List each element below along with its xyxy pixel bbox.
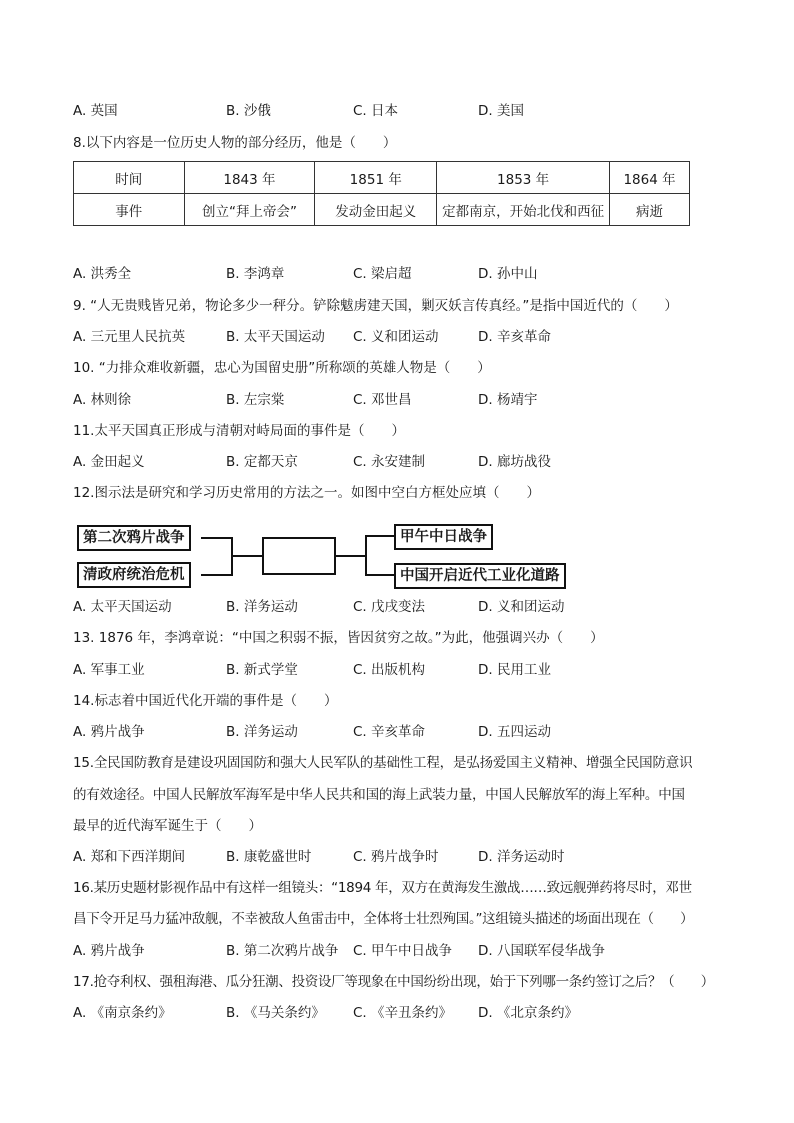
option-a: A. 《南京条约》 — [73, 1005, 172, 1021]
q12-stem: 12.图示法是研究和学习历史常用的方法之一。如图中空白方框处应填（ ） — [73, 485, 540, 501]
connector — [365, 574, 394, 576]
table-header-row — [74, 162, 690, 194]
q11-options — [73, 452, 723, 472]
q13-options — [73, 660, 723, 680]
connector — [365, 535, 394, 537]
table-cell: 创立“拜上帝会” — [184, 194, 315, 226]
option-b: B. 康乾盛世时 — [226, 849, 312, 865]
table-cell: 定都南京，开始北伐和西征 — [437, 194, 610, 226]
option-c: C. 出版机构 — [353, 662, 426, 678]
option-a: A. 三元里人民抗英 — [73, 329, 186, 345]
q10-options — [73, 390, 723, 410]
diagram-box-industrialization: 中国开启近代工业化道路 — [394, 563, 566, 589]
q14-options — [73, 722, 723, 742]
option-a: A. 林则徐 — [73, 392, 132, 408]
option-d: D. 义和团运动 — [478, 599, 565, 615]
option-b: B. 定都天京 — [226, 454, 298, 470]
option-c: C. 《辛丑条约》 — [353, 1005, 453, 1021]
q15-stem-line-3: 最早的近代海军诞生于（ ） — [73, 818, 262, 834]
connector — [201, 574, 233, 576]
option-c: C. 戊戌变法 — [353, 599, 426, 615]
q7-options — [73, 101, 723, 121]
option-a: A. 军事工业 — [73, 662, 145, 678]
option-c: C. 甲午中日战争 — [353, 943, 453, 959]
option-a: A. 鸦片战争 — [73, 724, 145, 740]
option-d: D. 民用工业 — [478, 662, 551, 678]
connector — [231, 555, 262, 557]
option-b: B. 新式学堂 — [226, 662, 298, 678]
q14-stem: 14.标志着中国近代化开端的事件是（ ） — [73, 693, 338, 709]
q11-stem: 11.太平天国真正形成与清朝对峙局面的事件是（ ） — [73, 423, 405, 439]
option-b: B. 洋务运动 — [226, 599, 298, 615]
option-c: C. 永安建制 — [353, 454, 426, 470]
option-a: A. 鸦片战争 — [73, 943, 145, 959]
connector — [334, 555, 366, 557]
q16-stem-line-2: 昌下令开足马力猛冲敌舰，不幸被敌人鱼雷击中，全体将士壮烈殉国。”这组镜头描述的场面出现在（ ） — [73, 911, 694, 927]
option-b: B. 左宗棠 — [226, 392, 285, 408]
q9-stem: 9. “人无贵贱皆兄弟，物论多少一秤分。铲除魃虏建天国，剿灭妖言传真经。”是指中国近代的（ ） — [73, 298, 678, 314]
option-b: B. 第二次鸦片战争 — [226, 943, 339, 959]
q15-stem-line-2: 的有效途径。中国人民解放军海军是中华人民共和国的海上武装力量，中国人民解放军的海上军种。中国 — [73, 787, 685, 803]
option-a: A. 金田起义 — [73, 454, 145, 470]
option-d: D. 八国联军侵华战争 — [478, 943, 605, 959]
option-d: D. 洋务运动时 — [478, 849, 565, 865]
table-cell: 1864 年 — [610, 162, 690, 194]
option-a: A. 郑和下西洋期间 — [73, 849, 186, 865]
option-d: D. 孙中山 — [478, 266, 538, 282]
q16-stem-line-1: 16.某历史题材影视作品中有这样一组镜头：“1894 年，双方在黄海发生激战……致远舰弹药将尽时，邓世 — [73, 880, 692, 896]
q16-options — [73, 941, 723, 961]
option-c: C. 梁启超 — [353, 266, 412, 282]
option-d: D. 五四运动 — [478, 724, 551, 740]
option-b: B. 太平天国运动 — [226, 329, 325, 345]
q12-diagram — [73, 516, 593, 591]
option-c: C. 邓世昌 — [353, 392, 412, 408]
diagram-box-sino-japanese-war: 甲午中日战争 — [394, 524, 493, 550]
q15-stem-line-1: 15.全民国防教育是建设巩固国防和强大人民军队的基础性工程，是弘扬爱国主义精神、增强全民国防意识 — [73, 755, 693, 771]
connector — [365, 535, 367, 576]
q17-options — [73, 1003, 723, 1023]
q17-stem: 17.抢夺利权、强租海港、瓜分狂潮、投资设厂等现象在中国纷纷出现，始于下列哪一条约签订之后？（ ） — [73, 974, 714, 990]
option-b: B. 沙俄 — [226, 103, 271, 119]
option-d: D. 美国 — [478, 103, 524, 119]
q13-stem: 13. 1876 年，李鸿章说：“中国之积弱不振，皆因贫穷之故。”为此，他强调兴办（ ） — [73, 630, 604, 646]
table-cell: 病逝 — [610, 194, 690, 226]
table-cell: 时间 — [74, 162, 185, 194]
q10-stem: 10. “力排众难收新疆，忠心为国留史册”所称颂的英雄人物是（ ） — [73, 360, 491, 376]
table-cell: 事件 — [74, 194, 185, 226]
option-b: B. 洋务运动 — [226, 724, 298, 740]
option-c: C. 义和团运动 — [353, 329, 439, 345]
table-cell: 1851 年 — [315, 162, 437, 194]
option-d: D. 辛亥革命 — [478, 329, 551, 345]
diagram-box-second-opium-war: 第二次鸦片战争 — [77, 525, 191, 551]
table-row — [74, 194, 690, 226]
diagram-blank-box — [262, 537, 336, 575]
diagram-box-qing-crisis: 清政府统治危机 — [77, 562, 191, 588]
option-c: C. 日本 — [353, 103, 399, 119]
option-a: A. 太平天国运动 — [73, 599, 172, 615]
q8-stem: 8.以下内容是一位历史人物的部分经历，他是（ ） — [73, 135, 397, 151]
q8-table — [73, 161, 690, 226]
option-d: D. 杨靖宇 — [478, 392, 538, 408]
table-cell: 1853 年 — [437, 162, 610, 194]
option-c: C. 鸦片战争时 — [353, 849, 439, 865]
option-a: A. 洪秀全 — [73, 266, 132, 282]
option-d: D. 《北京条约》 — [478, 1005, 578, 1021]
option-a: A. 英国 — [73, 103, 118, 119]
option-b: B. 《马关条约》 — [226, 1005, 325, 1021]
q12-options — [73, 597, 723, 617]
table-cell: 1843 年 — [184, 162, 315, 194]
table-cell: 发动金田起义 — [315, 194, 437, 226]
q8-options — [73, 264, 723, 284]
option-c: C. 辛亥革命 — [353, 724, 426, 740]
q15-options — [73, 847, 723, 867]
option-b: B. 李鸿章 — [226, 266, 285, 282]
option-d: D. 廊坊战役 — [478, 454, 551, 470]
connector — [201, 537, 233, 539]
q9-options — [73, 327, 723, 347]
